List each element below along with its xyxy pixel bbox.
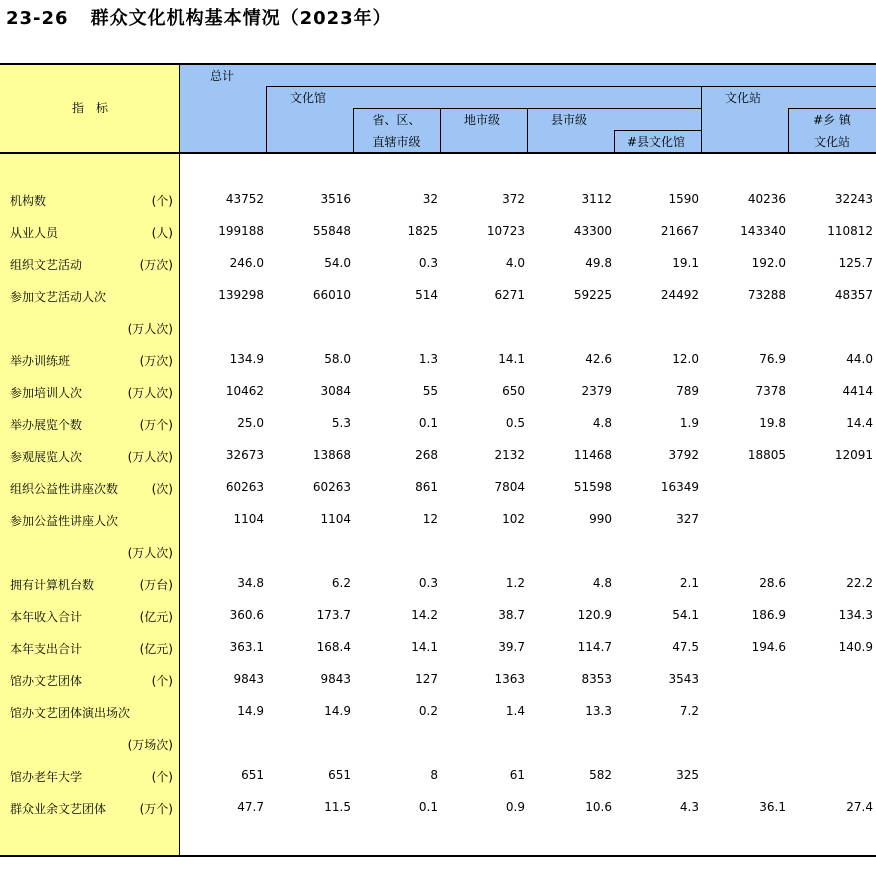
cell-value: 51598	[573, 480, 612, 494]
header-total: 总计	[210, 69, 235, 83]
cell-value: 55	[422, 384, 438, 398]
cell-value: 514	[415, 288, 438, 302]
cell-value: 194.6	[751, 640, 786, 654]
row-label: 拥有计算机台数	[10, 578, 95, 592]
cell-value: 4414	[842, 384, 873, 398]
cell-value: 7804	[494, 480, 525, 494]
cell-value: 0.1	[418, 416, 438, 430]
cell-value: 60263	[312, 480, 351, 494]
cell-value: 120.9	[577, 608, 612, 622]
cell-value: 7378	[755, 384, 786, 398]
cell-value: 0.2	[418, 704, 438, 718]
row-unit: (万个)	[139, 802, 173, 816]
cell-value: 140.9	[838, 640, 873, 654]
cell-value: 47.5	[672, 640, 699, 654]
row-unit: (人)	[151, 226, 173, 240]
row-label: 组织公益性讲座次数	[10, 482, 119, 496]
table-row	[0, 320, 876, 336]
table-row	[0, 384, 876, 400]
header-line-county-hall	[614, 130, 701, 131]
row-label: 机构数	[10, 194, 47, 208]
cell-value: 7.2	[679, 704, 699, 718]
table-row	[0, 768, 876, 784]
row-unit: (万次)	[139, 258, 173, 272]
cell-value: 8	[430, 768, 438, 782]
table-number: 23-26	[6, 8, 69, 29]
table-row	[0, 288, 876, 304]
header-indicator: 指 标	[72, 101, 109, 115]
cell-value: 55848	[312, 224, 351, 238]
row-label: 举办训练班	[10, 354, 71, 368]
cell-value: 143340	[740, 224, 786, 238]
cell-value: 125.7	[838, 256, 873, 270]
table-row	[0, 544, 876, 560]
cell-value: 21667	[660, 224, 699, 238]
cell-value: 325	[676, 768, 699, 782]
cell-value: 1825	[407, 224, 438, 238]
cell-value: 3516	[320, 192, 351, 206]
cell-value: 8353	[581, 672, 612, 686]
cell-value: 19.1	[672, 256, 699, 270]
table-row	[0, 192, 876, 208]
row-label: 馆办文艺团体	[10, 674, 83, 688]
cell-value: 861	[415, 480, 438, 494]
cell-value: 14.1	[411, 640, 438, 654]
cell-value: 12	[422, 512, 438, 526]
row-label: 举办展览个数	[10, 418, 83, 432]
cell-value: 168.4	[316, 640, 351, 654]
cell-value: 60263	[225, 480, 264, 494]
table-row	[0, 352, 876, 368]
cell-value: 372	[502, 192, 525, 206]
divider-total	[266, 86, 267, 152]
cell-value: 1590	[668, 192, 699, 206]
header-culture-station: 文化站	[725, 91, 762, 105]
row-unit: (次)	[151, 482, 173, 496]
cell-value: 76.9	[759, 352, 786, 366]
row-unit: (万场次)	[127, 738, 173, 752]
cell-value: 127	[415, 672, 438, 686]
row-label: 参观展览人次	[10, 450, 83, 464]
cell-value: 6271	[494, 288, 525, 302]
cell-value: 14.4	[846, 416, 873, 430]
table-title	[6, 4, 392, 34]
cell-value: 32243	[834, 192, 873, 206]
cell-value: 9843	[320, 672, 351, 686]
cell-value: 651	[328, 768, 351, 782]
divider-provincial	[440, 108, 441, 152]
row-unit: (万人次)	[127, 322, 173, 336]
cell-value: 651	[241, 768, 264, 782]
header-line-township	[788, 108, 876, 109]
row-label: 馆办老年大学	[10, 770, 83, 784]
header-bottom-rule	[0, 152, 876, 154]
cell-value: 4.0	[505, 256, 525, 270]
cell-value: 42.6	[585, 352, 612, 366]
row-label: 本年收入合计	[10, 610, 83, 624]
cell-value: 110812	[827, 224, 873, 238]
cell-value: 11468	[573, 448, 612, 462]
cell-value: 1.3	[418, 352, 438, 366]
cell-value: 66010	[312, 288, 351, 302]
cell-value: 3543	[668, 672, 699, 686]
row-unit: (万个)	[139, 418, 173, 432]
table-row	[0, 704, 876, 720]
cell-value: 192.0	[751, 256, 786, 270]
header-provincial-line2: 直辖市级	[372, 135, 421, 149]
cell-value: 0.3	[418, 256, 438, 270]
row-unit: (万次)	[139, 354, 173, 368]
cell-value: 34.8	[237, 576, 264, 590]
cell-value: 59225	[573, 288, 612, 302]
cell-value: 650	[502, 384, 525, 398]
cell-value: 199188	[218, 224, 264, 238]
cell-value: 268	[415, 448, 438, 462]
cell-value: 0.5	[505, 416, 525, 430]
table-top-rule	[0, 63, 876, 65]
row-unit: (万人次)	[127, 450, 173, 464]
cell-value: 18805	[747, 448, 786, 462]
table-title-text: 群众文化机构基本情况（2023年）	[90, 8, 392, 29]
cell-value: 22.2	[846, 576, 873, 590]
row-unit: (个)	[151, 770, 173, 784]
cell-value: 10462	[225, 384, 264, 398]
cell-value: 11.5	[324, 800, 351, 814]
table-row	[0, 736, 876, 752]
cell-value: 3112	[581, 192, 612, 206]
cell-value: 38.7	[498, 608, 525, 622]
row-label: 本年支出合计	[10, 642, 83, 656]
cell-value: 186.9	[751, 608, 786, 622]
cell-value: 1104	[320, 512, 351, 526]
cell-value: 40236	[747, 192, 786, 206]
cell-value: 246.0	[229, 256, 264, 270]
cell-value: 58.0	[324, 352, 351, 366]
row-label: 参加公益性讲座人次	[10, 514, 119, 528]
header-county: 县市级	[551, 113, 588, 127]
cell-value: 10723	[486, 224, 525, 238]
header-culture-hall: 文化馆	[290, 91, 327, 105]
row-label: 组织文艺活动	[10, 258, 83, 272]
cell-value: 13.3	[585, 704, 612, 718]
cell-value: 0.1	[418, 800, 438, 814]
cell-value: 19.8	[759, 416, 786, 430]
cell-value: 24492	[660, 288, 699, 302]
cell-value: 14.1	[498, 352, 525, 366]
cell-value: 73288	[747, 288, 786, 302]
cell-value: 14.9	[237, 704, 264, 718]
cell-value: 134.9	[229, 352, 264, 366]
cell-value: 10.6	[585, 800, 612, 814]
cell-value: 114.7	[577, 640, 612, 654]
table-bottom-rule	[0, 855, 876, 857]
divider-county	[614, 130, 615, 152]
cell-value: 9843	[233, 672, 264, 686]
cell-value: 32673	[225, 448, 264, 462]
cell-value: 48357	[834, 288, 873, 302]
cell-value: 36.1	[759, 800, 786, 814]
row-unit: (亿元)	[139, 610, 173, 624]
cell-value: 2.1	[679, 576, 699, 590]
cell-value: 14.2	[411, 608, 438, 622]
cell-value: 16349	[660, 480, 699, 494]
cell-value: 102	[502, 512, 525, 526]
row-unit: (个)	[151, 674, 173, 688]
row-label: 馆办文艺团体演出场次	[10, 706, 131, 720]
cell-value: 44.0	[846, 352, 873, 366]
cell-value: 12091	[834, 448, 873, 462]
cell-value: 1.9	[679, 416, 699, 430]
cell-value: 25.0	[237, 416, 264, 430]
header-prefecture: 地市级	[464, 113, 501, 127]
table-row	[0, 640, 876, 656]
row-label: 参加培训人次	[10, 386, 83, 400]
row-label: 参加文艺活动人次	[10, 290, 107, 304]
table-row	[0, 480, 876, 496]
header-township	[788, 112, 876, 150]
header-line-culture-hall	[266, 86, 876, 87]
cell-value: 4.8	[592, 416, 612, 430]
row-unit: (万人次)	[127, 386, 173, 400]
table-row	[0, 576, 876, 592]
cell-value: 1.4	[505, 704, 525, 718]
row-unit: (个)	[151, 194, 173, 208]
table-row	[0, 672, 876, 688]
cell-value: 173.7	[316, 608, 351, 622]
header-provincial-line1: 省、区、	[372, 113, 421, 127]
cell-value: 1.2	[505, 576, 525, 590]
row-unit: (万人次)	[127, 546, 173, 560]
cell-value: 990	[589, 512, 612, 526]
cell-value: 39.7	[498, 640, 525, 654]
header-township-line2: 文化站	[813, 135, 850, 149]
cell-value: 582	[589, 768, 612, 782]
cell-value: 363.1	[229, 640, 264, 654]
row-unit: (亿元)	[139, 642, 173, 656]
cell-value: 4.8	[592, 576, 612, 590]
cell-value: 12.0	[672, 352, 699, 366]
cell-value: 1104	[233, 512, 264, 526]
cell-value: 6.2	[331, 576, 351, 590]
cell-value: 54.1	[672, 608, 699, 622]
table-row	[0, 608, 876, 624]
row-label: 群众业余文艺团体	[10, 802, 107, 816]
header-provincial	[353, 112, 440, 150]
cell-value: 3084	[320, 384, 351, 398]
row-unit: (万台)	[139, 578, 173, 592]
table-row	[0, 448, 876, 464]
cell-value: 61	[509, 768, 525, 782]
divider-prefecture	[527, 108, 528, 152]
table-row	[0, 256, 876, 272]
header-township-line1: #乡 镇	[813, 113, 851, 127]
cell-value: 360.6	[229, 608, 264, 622]
cell-value: 27.4	[846, 800, 873, 814]
cell-value: 14.9	[324, 704, 351, 718]
cell-value: 1363	[494, 672, 525, 686]
table-row	[0, 416, 876, 432]
row-label: 从业人员	[10, 226, 59, 240]
cell-value: 43752	[225, 192, 264, 206]
cell-value: 43300	[573, 224, 612, 238]
cell-value: 789	[676, 384, 699, 398]
cell-value: 54.0	[324, 256, 351, 270]
cell-value: 2132	[494, 448, 525, 462]
cell-value: 47.7	[237, 800, 264, 814]
cell-value: 13868	[312, 448, 351, 462]
cell-value: 0.3	[418, 576, 438, 590]
table-row	[0, 800, 876, 816]
table-row	[0, 224, 876, 240]
cell-value: 49.8	[585, 256, 612, 270]
cell-value: 28.6	[759, 576, 786, 590]
cell-value: 2379	[581, 384, 612, 398]
cell-value: 5.3	[331, 416, 351, 430]
cell-value: 32	[422, 192, 438, 206]
table-row	[0, 512, 876, 528]
header-county-hall: #县文化馆	[627, 135, 686, 149]
cell-value: 139298	[218, 288, 264, 302]
cell-value: 3792	[668, 448, 699, 462]
divider-culture-station	[701, 86, 702, 152]
cell-value: 0.9	[505, 800, 525, 814]
cell-value: 327	[676, 512, 699, 526]
cell-value: 4.3	[679, 800, 699, 814]
cell-value: 134.3	[838, 608, 873, 622]
